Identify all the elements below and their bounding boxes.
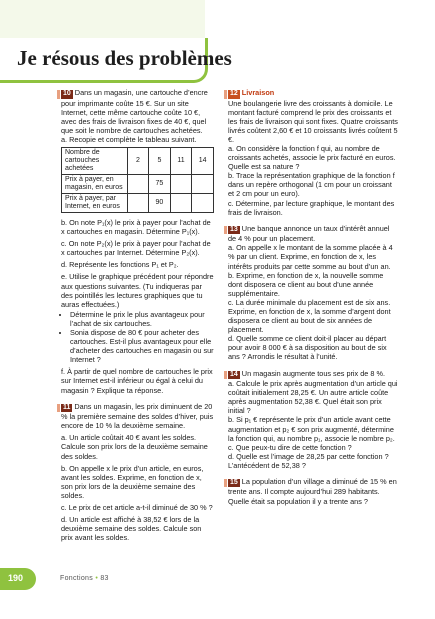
- table-cell: [192, 174, 214, 193]
- question-c: c. Détermine, par lecture graphique, le montant des frais de livraison.: [228, 198, 395, 217]
- question-d: d. Un article est affiché à 38,52 € lors de la deuxième semaine des soldes. Calcule son prix avant les soldes.: [61, 515, 202, 543]
- exercise-number: 11: [63, 403, 71, 411]
- question-a: a. Calcule le prix après augmentation d’un article qui coûtait initialement 28,25 €. Un autre article coûte après augmentation 52,38 €. Quel était son prix initial ?: [228, 379, 398, 416]
- question-d: d. Quelle est l’image de 28,25 par cette fonction ? L’antécédent de 52,38 ?: [228, 451, 389, 470]
- question-b: b. Si p₁ € représente le prix d’un article avant cette augmentation et p₂ € son prix augmenté, détermine la fonction qui, au nombre p₁, associe le nombre p₂.: [228, 415, 395, 443]
- question-b: b. Exprime, en fonction de x, la nouvelle somme dont disposera ce client au bout d’une année supplémentaire.: [228, 270, 384, 298]
- exercise-intro: Un magasin augmente tous ses prix de 8 %.: [241, 368, 385, 378]
- question-b: b. Trace la représentation graphique de la fonction f dans un repère orthogonal (1 cm pour un croissant et 2 cm pour un euro).: [228, 171, 395, 199]
- table-cell: 90: [149, 193, 171, 212]
- left-column: [61, 88, 214, 549]
- table-cell: 11: [170, 147, 192, 174]
- question-c: c. Le prix de cet article a-t-il diminué de 30 % ?: [61, 503, 213, 512]
- table-row: [62, 193, 214, 212]
- question-c: c. Que peux-tu dire de cette fonction ?: [228, 442, 352, 452]
- table-cell: [192, 193, 214, 212]
- page-number: 190: [8, 573, 24, 583]
- question-b: b. On appelle x le prix d’un article, en euros, avant les soldes. Exprime, en fonction de x, son prix lors de la deuxième semaine des soldes.: [61, 463, 204, 500]
- exercise-11: [61, 402, 214, 543]
- question-c: c. On note P₂(x) le prix à payer pour l’achat de x cartouches par Internet. Détermine P₂(x).: [61, 239, 211, 258]
- page-title: Je résous des problèmes: [17, 46, 232, 70]
- exercise-intro: Une boulangerie livre des croissants à domicile. Le montant facturé comprend le prix des croissants et les frais de livraison qui sont fixes. Quatre croissants livrés coûtent 2,60 € et 10 croissants livrés coûtent 5 €.: [228, 98, 398, 144]
- question-d: d. Quelle somme ce client doit-il placer au départ pour avoir 8 000 € à sa disposition au bout de six ans ? Arrondis le résultat à l’unité.: [228, 334, 387, 362]
- right-column: [228, 88, 398, 513]
- price-table: [61, 147, 214, 213]
- exercise-number: 14: [230, 370, 238, 378]
- exercise-intro: Dans un magasin, une cartouche d’encre pour imprimante coûte 15 €. Sur un site Internet, cette même cartouche coûte 10 €, avec des frais de livraison fixes de 40 €, quel que soit le nombre de cartouches achetées.: [61, 88, 208, 135]
- footer-separator: •: [95, 575, 99, 582]
- table-row-label: Nombre de cartouches achetées: [62, 147, 128, 174]
- exercise-12: [228, 88, 398, 217]
- table-cell: 5: [149, 147, 171, 174]
- list-item: • Détermine le prix le plus avantageux pour l’achat de six cartouches.: [70, 310, 214, 328]
- exercise-intro: La population d’un village a diminué de 15 % en trente ans. Il compte aujourd’hui 289 habitants. Quelle était sa population il y a trente ans ?: [228, 476, 397, 506]
- exercise-title: Livraison: [241, 88, 275, 97]
- exercise-number: 12: [230, 90, 238, 97]
- table-row-label: Prix à payer, par Internet, en euros: [62, 193, 128, 212]
- question-d: d. Représente les fonctions P₁ et P₂.: [61, 260, 179, 270]
- bullet-list: [61, 310, 214, 365]
- table-row: [62, 147, 214, 174]
- exercise-15: [228, 477, 398, 506]
- table-cell: [170, 174, 192, 193]
- exercise-number: 10: [63, 90, 71, 97]
- chapter-name: Fonctions: [60, 575, 94, 582]
- table-cell: 75: [149, 174, 171, 193]
- exercise-14: [228, 369, 398, 470]
- question-c: c. La durée minimale du placement est de six ans. Exprime, en fonction de x, la somme d’argent dont disposera ce client au bout de six années de placement.: [228, 297, 391, 335]
- table-cell: 14: [192, 147, 214, 174]
- question-a: a. Un article coûtait 40 € avant les soldes. Calcule son prix lors de la deuxième semaine des soldes.: [61, 433, 208, 461]
- exercise-13: [228, 224, 398, 362]
- exercise-intro: Une banque annonce un taux d’intérêt annuel de 4 % pour un placement.: [228, 223, 390, 244]
- table-row-label: Prix à payer, en magasin, en euros: [62, 174, 128, 193]
- footer-chapter: [60, 575, 109, 582]
- list-item: • Sonia dispose de 80 € pour acheter des cartouches. Est-il plus avantageux pour elle d’acheter des cartouches en magasin ou sur Internet ?: [70, 328, 214, 364]
- exercise-number: 13: [230, 225, 238, 233]
- exercise-intro: Dans un magasin, les prix diminuent de 20 % la première semaine des soldes d’hiver, puis encore de 10 % la deuxième semaine.: [61, 401, 214, 431]
- question-f: f. À partir de quel nombre de cartouches le prix sur Internet est-il inférieur ou égal à celui du magasin ? Explique ta réponse.: [61, 367, 213, 395]
- question-b: b. On note P₁(x) le prix à payer pour l’achat de x cartouches en magasin. Détermine P₁(x).: [61, 217, 211, 237]
- table-cell: [127, 174, 148, 193]
- table-cell: [170, 193, 192, 212]
- question-e: e. Utilise le graphique précédent pour répondre aux questions suivantes. (Tu indiqueras par des pointillés les lectures graphiques que tu auras effectuées.): [61, 272, 214, 309]
- table-cell: [127, 193, 148, 212]
- exercise-10: [61, 88, 214, 395]
- question-a: a. Recopie et complète le tableau suivant.: [61, 134, 197, 144]
- chapter-reference: 83: [100, 575, 109, 582]
- exercise-number: 15: [230, 478, 238, 486]
- question-a: a. On considère la fonction f qui, au nombre de croissants achetés, associe le prix facturé en euros. Quelle est sa nature ?: [228, 143, 396, 172]
- question-a: a. On appelle x le montant de la somme placée à 4 % par un client. Exprime, en fonction de x, les intérêts produits par cette somme au bout d’un an.: [228, 243, 393, 271]
- table-cell: 2: [127, 147, 148, 174]
- table-row: [62, 174, 214, 193]
